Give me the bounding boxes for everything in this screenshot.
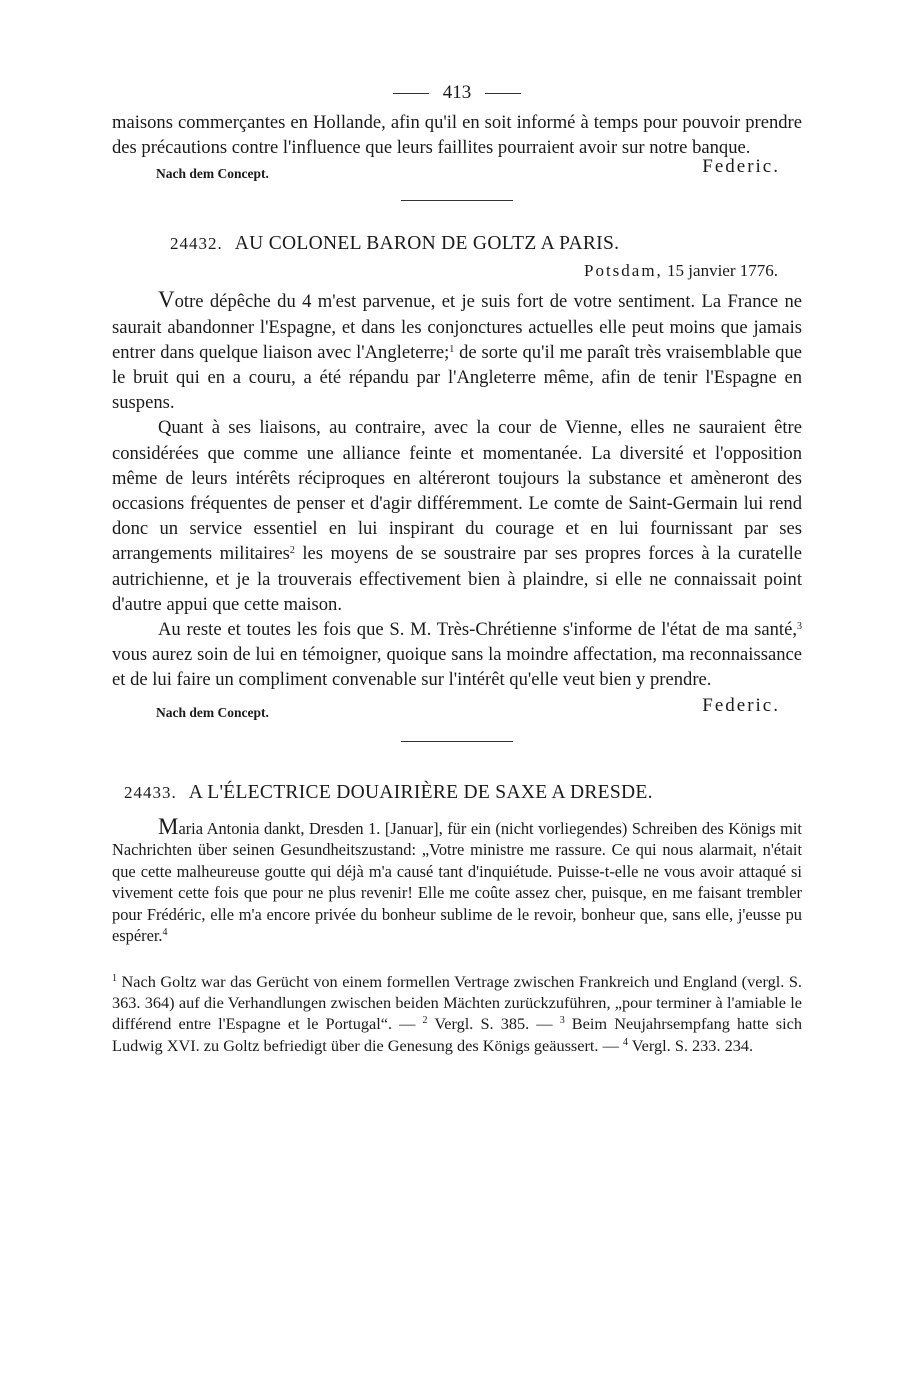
letter-title: A L'ÉLECTRICE DOUAIRIÈRE DE SAXE A DRESDE. [188, 781, 653, 803]
page-header [112, 78, 802, 108]
paragraph-text: de sorte qu'il me paraît très vraisemblable que le bruit qui en a couru, a été répandu par l'Angleterre même, afin de tenir l'Espagne en suspens. [112, 341, 802, 414]
page-number: 413 [442, 82, 472, 103]
section-divider [401, 741, 513, 742]
paragraph-text: vous aurez soin de lui en témoigner, quoique sans la moindre affectation, ma reconnaissance et de lui faire un compliment convenable sur l'intérêt qu'elle veut bien y prendre. [112, 644, 802, 691]
dateline [112, 261, 778, 281]
initial-letter: V [158, 287, 175, 313]
paragraph-text: Quant à ses liaisons, au contraire, avec la cour de Vienne, elles ne sauraient être considérées que comme une alliance feinte et momentanée. La diversité et l'opposition même de leurs intérêts réciproques en altéreront toujours la substance et amèneront des occasions fréquentes de penser et d'agir différemment. Le comte de Saint-Germain lui rend donc un service essentiel en lui inspirant du courage et en lui fournissant par ses arrangements militaires [112, 417, 802, 565]
footnote-text: Beim Neujahrsempfang hatte sich Ludwig XVI. zu Goltz befriedigt über die Genesung des Königs geäussert. — [112, 1014, 803, 1055]
paragraph-text: les moyens de se soustraire par ses propres forces à la curatelle autrichienne, et je la trouverais effectivement bien à plaindre, si elle ne connaissait point d'autre appui que cette maison. [112, 543, 802, 615]
footnote-ref: 4 [162, 927, 168, 939]
prev-letter-text: maisons commerçantes en Hollande, afin qu'il en soit informé à temps pour pouvoir prendre des précautions contre l'influence que leurs faillites pourraient avoir sur notre banque. [112, 112, 802, 159]
letter-title: AU COLONEL BARON DE GOLTZ A PARIS. [234, 233, 620, 255]
paragraph [112, 415, 802, 617]
page [112, 78, 802, 1056]
letter-number: 24433. [124, 782, 177, 802]
letter-heading [124, 782, 802, 804]
footnote-ref: 1 [449, 343, 455, 355]
letter-number: 24432. [170, 234, 223, 254]
source-note: Nach dem Concept. [156, 704, 269, 720]
initial-letter: M [158, 813, 179, 839]
dateline-place: Potsdam, [583, 261, 663, 281]
signature: Federic. [702, 694, 780, 716]
footnote-mark: 4 [622, 1036, 628, 1048]
prev-letter-footer [112, 156, 802, 188]
footnote-mark: 2 [422, 1015, 428, 1027]
paragraph-text: otre dépêche du 4 m'est parvenue, et je suis fort de votre sentiment. La France ne saurait abandonner l'Espagne, et dans les conjonctures actuelles elle peut moins que jamais entrer dans quelque liaison avec l'Angleterre; [112, 291, 802, 363]
summary-text: aria Antonia dankt, Dresden 1. [Januar], für ein (nicht vorliegendes) Schreiben des Königs mit Nachrichten über seinen Gesundheitszustand: „Votre ministre me rassure. Ce qui nous alarmait, n'était que cette malheureuse goutte qui déjà m'a causé tant d'inquiétude. Puisse-t-elle ne vous avoir attaqué si vivement cette fois que pour ne plus revenir! Elle me coûte assez cher, puisque, en me faisant trembler pour Frédéric, elle m'a encore privée du bonheur sublime de le revoir, bonheur que, sans elle, j'eusse pu espérer. [112, 818, 802, 946]
header-rule-right [485, 93, 521, 94]
summary-paragraph [112, 813, 802, 947]
letter-heading [170, 233, 802, 255]
footnotes [112, 971, 802, 1056]
paragraph [112, 287, 802, 415]
footnote-mark: 3 [559, 1015, 565, 1027]
footnote-ref: 2 [289, 545, 295, 557]
footnote-ref: 3 [797, 621, 802, 633]
footnote-text: Nach Goltz war das Gerücht von einem formellen Vertrage zwischen Frankreich und England (vergl. S. 363. 364) auf die Verhandlungen zwischen beiden Mächten zurückzuführen, „pour terminer à l'amiable le différend entre l'Espagne et le Portugal“. — [112, 971, 802, 1034]
footnote-mark: 1 [112, 972, 117, 984]
letter-footer [112, 694, 802, 727]
footnote-text: Vergl. S. 385. — [427, 1014, 560, 1034]
section-divider [401, 200, 513, 201]
header-rule-left [393, 93, 429, 94]
paragraph-text: Au reste et toutes les fois que S. M. Très-Chrétienne s'informe de l'état de ma santé, [158, 619, 797, 641]
source-note: Nach dem Concept. [156, 166, 269, 182]
footnote-text: Vergl. S. 233. 234. [627, 1035, 754, 1055]
paragraph [112, 617, 802, 693]
dateline-date: 15 janvier 1776. [667, 261, 778, 281]
signature: Federic. [702, 156, 780, 178]
